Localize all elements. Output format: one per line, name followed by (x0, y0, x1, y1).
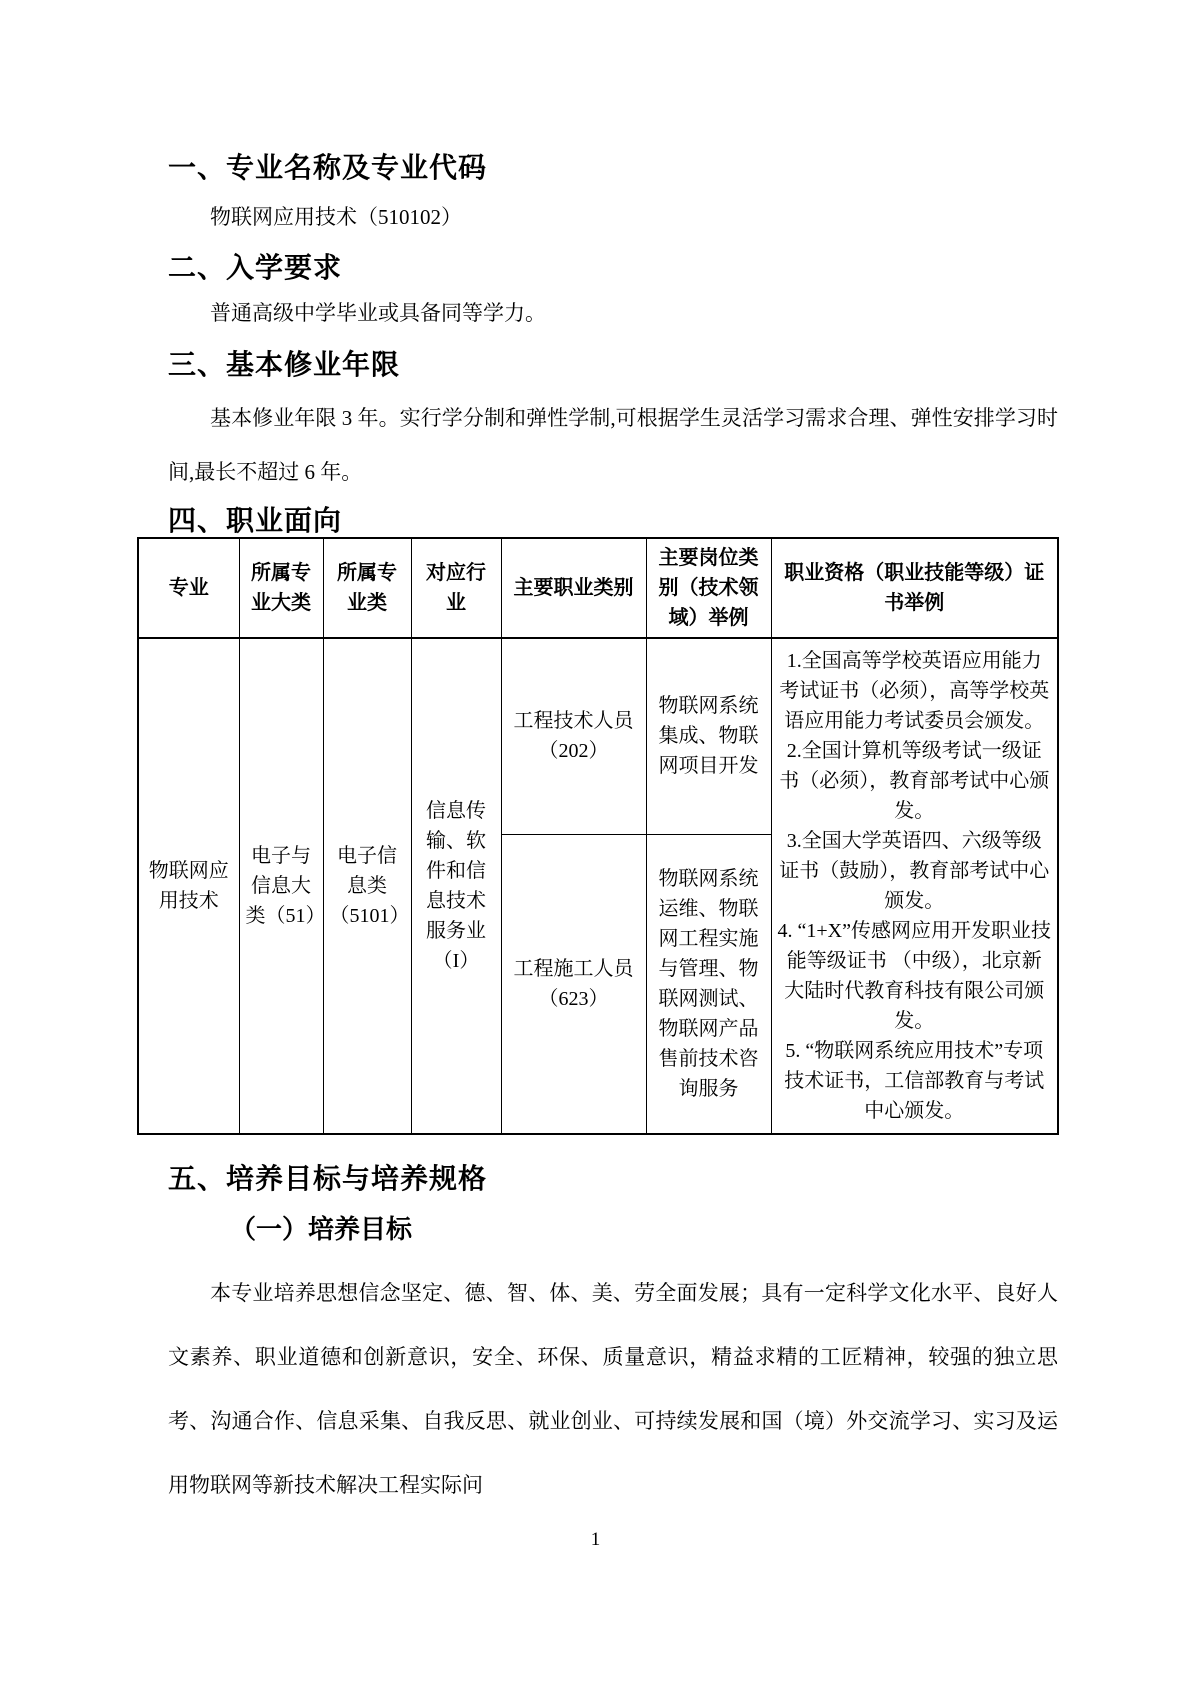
cell-occupation-1: 工程技术人员 （202） (501, 638, 646, 834)
study-duration-text: 基本修业年限 3 年。实行学分制和弹性学制,可根据学生灵活学习需求合理、弹性安排学习时间,最长不超过 6 年。 (168, 406, 1058, 484)
col-header-position-examples: 主要岗位类别（技术领域）举例 (646, 538, 771, 638)
certificate-item: 1.全国高等学校英语应用能力考试证书（必须），高等学校英语应用能力考试委员会颁发。 (779, 650, 1050, 732)
career-orientation-table (137, 537, 1059, 1135)
certificate-item: 4. “1+X”传感网应用开发职业技能等级证书 （中级），北京新大陆时代教育科技有限公司颁发。 (777, 920, 1051, 1032)
cell-certificates (771, 638, 1058, 1134)
section-heading-3: 三、基本修业年限 (168, 349, 401, 380)
cell-occupation-2: 工程施工人员 （623） (501, 834, 646, 1134)
col-header-certificates: 职业资格（职业技能等级）证书举例 (771, 538, 1058, 638)
cell-major-category: 电子与信息大类（51） (239, 638, 323, 1134)
certificate-item: 5. “物联网系统应用技术”专项技术证书，工信部教育与考试中心颁发。 (784, 1040, 1045, 1122)
certificate-item: 3.全国大学英语四、六级等级证书（鼓励），教育部考试中心颁发。 (779, 830, 1050, 912)
section-heading-4: 四、职业面向 (168, 505, 343, 536)
certificate-item: 2.全国计算机等级考试一级证书（必须），教育部考试中心颁发。 (779, 740, 1050, 822)
section-heading-5: 五、培养目标与培养规格 (168, 1163, 488, 1194)
section-heading-1: 一、专业名称及专业代码 (168, 152, 488, 183)
subsection-heading-training-objective: （一）培养目标 (230, 1214, 413, 1244)
col-header-major-category: 所属专业大类 (239, 538, 323, 638)
col-header-industry: 对应行业 (411, 538, 501, 638)
cell-positions-1: 物联网系统集成、物联网项目开发 (646, 638, 771, 834)
col-header-major-class: 所属专业类 (323, 538, 411, 638)
admission-requirement-text: 普通高级中学毕业或具备同等学力。 (210, 301, 546, 325)
cell-major-class: 电子信息类（5101） (323, 638, 411, 1134)
section-heading-2: 二、入学要求 (168, 252, 343, 283)
page-number: 1 (590, 1529, 601, 1550)
cell-industry: 信息传输、软件和信息技术服务业（I） (411, 638, 501, 1134)
col-header-major: 专业 (138, 538, 239, 638)
cell-positions-2: 物联网系统运维、物联网工程实施与管理、物联网测试、物联网产品售前技术咨询服务 (646, 834, 771, 1134)
training-objective-text: 本专业培养思想信念坚定、德、智、体、美、劳全面发展；具有一定科学文化水平、良好人文素养、职业道德和创新意识，安全、环保、质量意识，精益求精的工匠精神，较强的独立思考、沟通合作、信息采集、自我反思、就业创业、可持续发展和国（境）外交流学习、实习及运用物联网等新技术解决工程实际问 (168, 1281, 1058, 1497)
cell-major: 物联网应用技术 (138, 638, 239, 1134)
major-name-text: 物联网应用技术（510102） (210, 205, 462, 229)
col-header-occupation-category: 主要职业类别 (501, 538, 646, 638)
